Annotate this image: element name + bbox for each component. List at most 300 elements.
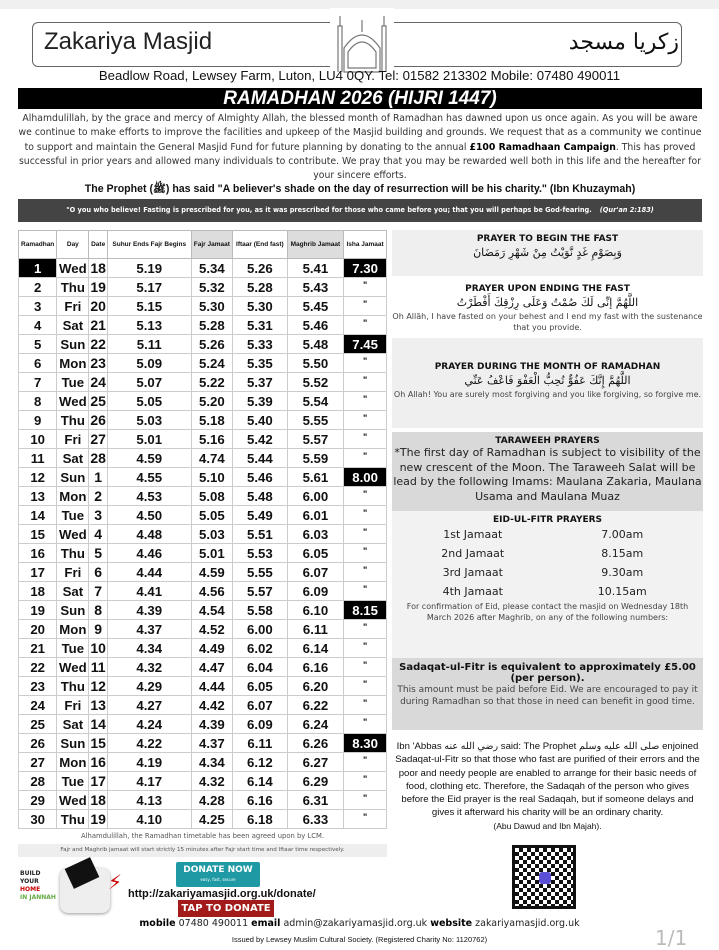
table-cell: 12: [19, 468, 57, 487]
table-cell: 18: [19, 582, 57, 601]
table-row: [19, 335, 387, 354]
table-cell: 18: [90, 260, 106, 276]
section-title: Sadaqat-ul-Fitr is equivalent to approximately £5.00 (per person).: [399, 662, 696, 684]
table-cell: 4.56: [191, 582, 233, 601]
table-cell: Wed: [57, 658, 89, 677]
arabic-dua: اللَّهُمَّ إِنَّكَ عَفُوٌّ تُحِبُّ الْعَفْوَ فَاعْفُ عَنِّي: [464, 374, 631, 387]
lightning-icon: ⚡: [108, 870, 123, 894]
table-cell: Thu: [57, 810, 89, 829]
table-cell: ": [344, 620, 387, 639]
table-cell: Tue: [57, 373, 89, 392]
section-title: PRAYER TO BEGIN THE FAST: [476, 234, 619, 244]
table-cell: 5.35: [233, 354, 288, 373]
campaign-name: £100 Ramadhaan Campaign: [469, 141, 616, 153]
table-cell: 4.29: [107, 677, 191, 696]
table-cell: 5.48: [233, 487, 288, 506]
table-cell: 7: [19, 373, 57, 392]
table-cell: 5.13: [107, 316, 191, 335]
table-cell: 10: [19, 430, 57, 449]
table-row: [19, 696, 387, 715]
table-cell: 4.44: [107, 563, 191, 582]
table-cell: 5.34: [191, 259, 233, 278]
table-cell: 4.47: [191, 658, 233, 677]
table-cell: 15: [19, 525, 57, 544]
table-cell: 6.11: [287, 620, 344, 639]
table-cell: 4.42: [191, 696, 233, 715]
table-cell: 4.22: [107, 734, 191, 753]
table-cell: 5.17: [107, 278, 191, 297]
jamaat-label: 2nd Jamaat: [441, 547, 505, 560]
table-cell: Sat: [57, 582, 89, 601]
table-row: [19, 297, 387, 316]
table-cell: 6.05: [287, 544, 344, 563]
table-cell: 23: [19, 677, 57, 696]
table-cell: 5: [89, 544, 108, 563]
table-cell: Fri: [57, 430, 89, 449]
arabic-dua: وَبِصَوْمِ غَدٍ نَّوَيْتُ مِنْ شَهْرِ رَمَضَانَ: [473, 246, 622, 259]
table-cell: 6: [19, 354, 57, 373]
table-cell: 6.10: [287, 601, 344, 620]
table-row: [19, 449, 387, 468]
table-cell: 5.20: [191, 392, 233, 411]
jamaat-note: Fajr and Maghrib jamaat will start strictly 15 minutes after Fajr start time and Iftaar time respectively.: [18, 844, 387, 857]
table-cell: 4.46: [107, 544, 191, 563]
table-cell: 6.11: [233, 734, 288, 753]
eid-jamaat-row: [398, 563, 697, 582]
table-cell: ": [344, 658, 387, 677]
table-cell: 5.01: [191, 544, 233, 563]
contact-line: mobile 07480 490011 email admin@zakariyamasjid.org.uk website zakariyamasjid.org.uk: [139, 918, 580, 929]
table-cell: 18: [90, 792, 106, 808]
table-cell: Sat: [57, 715, 89, 734]
table-cell: 5.41: [287, 259, 344, 278]
table-cell: ": [344, 677, 387, 696]
table-cell: Thu: [57, 677, 89, 696]
table-cell: Sat: [57, 316, 89, 335]
table-cell: 4.48: [107, 525, 191, 544]
table-cell: Fri: [57, 696, 89, 715]
table-cell: Sun: [57, 335, 89, 354]
column-header: Maghrib Jamaat: [287, 231, 344, 259]
table-cell: ": [344, 544, 387, 563]
table-cell: 21: [90, 317, 106, 333]
table-cell: 19: [19, 601, 57, 620]
table-cell: 7.30: [344, 259, 387, 278]
table-cell: Thu: [57, 278, 89, 297]
table-cell: 5.50: [287, 354, 344, 373]
table-cell: ": [344, 582, 387, 601]
table-cell: 8: [89, 601, 108, 620]
table-cell: ": [344, 316, 387, 335]
table-cell: 7.45: [344, 335, 387, 354]
table-cell: 6.09: [233, 715, 288, 734]
table-cell: 5: [19, 335, 57, 354]
table-cell: ": [344, 373, 387, 392]
table-cell: 6.07: [233, 696, 288, 715]
table-cell: Fri: [57, 297, 89, 316]
table-cell: 28: [90, 450, 106, 466]
table-cell: 5.24: [191, 354, 233, 373]
table-cell: 6.16: [233, 791, 288, 810]
table-cell: 20: [19, 620, 57, 639]
table-cell: 4.34: [191, 753, 233, 772]
table-cell: 8.30: [344, 734, 387, 753]
table-cell: 6.20: [287, 677, 344, 696]
table-cell: 5.30: [191, 297, 233, 316]
lcm-note: Alhamdulillah, the Ramadhan timetable has been agreed upon by LCM.: [80, 832, 324, 840]
table-cell: 4: [89, 525, 108, 544]
table-cell: 5.44: [233, 449, 288, 468]
table-cell: 6.22: [287, 696, 344, 715]
table-cell: 5.26: [191, 335, 233, 354]
begin-fast-section: [392, 230, 703, 276]
section-title: EID-UL-FITR PRAYERS: [492, 515, 603, 525]
table-cell: 4.28: [191, 791, 233, 810]
column-header: Ramadhan: [19, 231, 57, 259]
table-cell: 5.33: [233, 335, 288, 354]
table-cell: 5.31: [233, 316, 288, 335]
table-cell: Mon: [57, 620, 89, 639]
table-cell: 5.16: [191, 430, 233, 449]
masjid-name-arabic: زكريا مسجد: [568, 30, 679, 55]
table-cell: 4.39: [191, 715, 233, 734]
table-cell: 5.59: [287, 449, 344, 468]
table-cell: ": [344, 772, 387, 791]
table-cell: 3: [19, 297, 57, 316]
table-cell: 5.05: [191, 506, 233, 525]
table-cell: 6.27: [287, 753, 344, 772]
table-row: [19, 506, 387, 525]
table-row: [19, 772, 387, 791]
table-cell: 27: [90, 431, 106, 447]
table-row: [19, 544, 387, 563]
table-cell: 24: [90, 374, 106, 390]
taraweeh-text: *The first day of Ramadhan is subject to visibility of the new crescent of the Moon. The Taraweeh Salat will be lead by the following Imams: Maulana Zakaria, Maulana Usama and Maulana Muaz: [393, 446, 702, 503]
eid-jamaat-row: [398, 582, 697, 601]
table-cell: Sun: [57, 601, 89, 620]
table-row: [19, 354, 387, 373]
website-link[interactable]: zakariyamasjid.org.uk: [475, 918, 580, 929]
table-cell: 4.59: [107, 449, 191, 468]
table-cell: 4.39: [107, 601, 191, 620]
table-row: [19, 259, 387, 278]
table-cell: ": [344, 430, 387, 449]
table-cell: 17: [90, 773, 106, 789]
mobile-number: 07480 490011: [178, 918, 249, 929]
table-cell: 4.52: [191, 620, 233, 639]
table-cell: 5.30: [233, 297, 288, 316]
table-cell: 5.46: [233, 468, 288, 487]
column-header: Fajr Jamaat: [191, 231, 233, 259]
tap-to-donate-button[interactable]: TAP TO DONATE: [178, 900, 274, 917]
table-cell: 6.07: [287, 563, 344, 582]
table-row: [19, 810, 387, 829]
table-cell: 8.00: [344, 468, 387, 487]
table-cell: ": [344, 278, 387, 297]
table-cell: 11: [19, 449, 57, 468]
email-link[interactable]: admin@zakariyamasjid.org.uk: [283, 918, 428, 929]
table-cell: 6.00: [233, 620, 288, 639]
table-cell: 16: [19, 544, 57, 563]
table-cell: 5.28: [191, 316, 233, 335]
table-cell: 28: [19, 772, 57, 791]
table-cell: 6.18: [233, 810, 288, 829]
column-header: Isha Jamaat: [344, 231, 387, 259]
table-cell: Wed: [57, 392, 89, 411]
table-cell: 4.24: [107, 715, 191, 734]
table-cell: ": [344, 810, 387, 829]
donate-qr-code[interactable]: [512, 845, 576, 909]
table-cell: 4.32: [191, 772, 233, 791]
address: Beadlow Road, Lewsey Farm, Luton, LU4 0QY. Tel: 01582 213302 Mobile: 07480 490011: [98, 68, 621, 83]
issued-by: Issued by Lewsey Muslim Cultural Society. (Registered Charity No: 1120762): [231, 935, 488, 944]
table-row: [19, 487, 387, 506]
table-cell: ": [344, 354, 387, 373]
table-row: [19, 430, 387, 449]
table-row: [19, 373, 387, 392]
table-cell: 5.11: [107, 335, 191, 354]
table-cell: ": [344, 297, 387, 316]
section-title: TARAWEEH PRAYERS: [495, 436, 600, 446]
table-cell: 25: [90, 393, 106, 409]
table-cell: 5.22: [191, 373, 233, 392]
table-cell: 4.50: [107, 506, 191, 525]
table-cell: 14: [90, 716, 106, 732]
table-cell: Fri: [57, 563, 89, 582]
table-cell: Mon: [57, 354, 89, 373]
table-cell: Sat: [57, 449, 89, 468]
table-cell: 6.09: [287, 582, 344, 601]
table-cell: ": [344, 411, 387, 430]
intro-text-2: . This has proved successful in prior years and allowed many individuals to contribute. We pray that you may be rewarded well both in this life and the hereafter for your sincere efforts.: [18, 141, 702, 182]
table-cell: 5.18: [191, 411, 233, 430]
table-cell: ": [344, 506, 387, 525]
table-cell: ": [344, 753, 387, 772]
table-row: [19, 658, 387, 677]
table-cell: 5.48: [287, 335, 344, 354]
table-cell: 4.55: [107, 468, 191, 487]
table-cell: 17: [19, 563, 57, 582]
table-cell: 5.51: [233, 525, 288, 544]
table-row: [19, 278, 387, 297]
table-cell: 5.52: [287, 373, 344, 392]
table-cell: ": [344, 487, 387, 506]
hadith-quote: The Prophet (ﷺ) has said "A believer's shade on the day of resurrection will be his charity." (Ibn Khuzaymah): [84, 183, 636, 195]
table-cell: 4.17: [107, 772, 191, 791]
table-cell: 5.28: [233, 278, 288, 297]
table-cell: 16: [90, 754, 106, 770]
table-cell: 4.59: [191, 563, 233, 582]
sadaqat-text: This amount must be paid before Eid. We are encouraged to pay it during Ramadhan so that those in need can benefit in good time.: [397, 685, 698, 707]
table-cell: 6.02: [233, 639, 288, 658]
table-cell: 5.55: [233, 563, 288, 582]
table-cell: 6.00: [287, 487, 344, 506]
table-cell: 6.12: [233, 753, 288, 772]
table-row: [19, 316, 387, 335]
column-header: Iftaar (End fast): [233, 231, 288, 259]
table-row: [19, 677, 387, 696]
table-cell: 5.43: [287, 278, 344, 297]
jamaat-time: 7.00am: [601, 528, 644, 541]
table-cell: 20: [90, 298, 106, 314]
taraweeh-section: [392, 432, 703, 511]
table-cell: 4.10: [107, 810, 191, 829]
table-cell: 6.03: [287, 525, 344, 544]
table-cell: ": [344, 715, 387, 734]
table-cell: 5.37: [233, 373, 288, 392]
table-cell: 5.57: [233, 582, 288, 601]
table-cell: Thu: [57, 544, 89, 563]
table-cell: 5.61: [287, 468, 344, 487]
table-cell: 5.09: [107, 354, 191, 373]
table-cell: 24: [19, 696, 57, 715]
end-fast-section: [392, 280, 703, 336]
table-cell: 21: [19, 639, 57, 658]
table-cell: 5.55: [287, 411, 344, 430]
table-cell: 5.15: [107, 297, 191, 316]
table-cell: 6.14: [287, 639, 344, 658]
table-cell: 4.54: [191, 601, 233, 620]
table-row: [19, 525, 387, 544]
table-cell: 5.07: [107, 373, 191, 392]
table-cell: 6.14: [233, 772, 288, 791]
card-reader-image: [60, 868, 110, 913]
table-cell: 5.32: [191, 278, 233, 297]
table-cell: 5.40: [233, 411, 288, 430]
table-cell: 4.19: [107, 753, 191, 772]
table-cell: ": [344, 449, 387, 468]
table-cell: 10: [90, 640, 106, 656]
table-row: [19, 582, 387, 601]
table-cell: 6.24: [287, 715, 344, 734]
table-cell: 6.05: [233, 677, 288, 696]
table-cell: 22: [19, 658, 57, 677]
sadaqat-section: [392, 658, 703, 730]
table-cell: 6.29: [287, 772, 344, 791]
sadaqat-hadith: [392, 740, 703, 833]
table-cell: 13: [19, 487, 57, 506]
table-cell: 6.33: [287, 810, 344, 829]
table-cell: Mon: [57, 753, 89, 772]
table-cell: 19: [90, 279, 106, 295]
translation: Oh Allah! You are surely most forgiving and you like forgiving, so forgive me.: [393, 390, 702, 399]
donate-link[interactable]: http://zakariyamasjid.org.uk/donate/: [128, 888, 316, 900]
jamaat-label: 3rd Jamaat: [442, 566, 503, 579]
table-cell: 4.53: [107, 487, 191, 506]
table-cell: 9: [89, 620, 108, 639]
table-row: [19, 411, 387, 430]
table-cell: Sun: [57, 734, 89, 753]
translation: Oh Allāh, I have fasted on your behest and I end my fast with the sustenance that you provide.: [392, 312, 703, 332]
table-cell: 6.26: [287, 734, 344, 753]
table-cell: 4.34: [107, 639, 191, 658]
table-cell: 5.26: [233, 259, 288, 278]
table-cell: 7: [89, 582, 108, 601]
table-cell: Tue: [57, 639, 89, 658]
table-cell: 5.10: [191, 468, 233, 487]
table-cell: 1: [89, 468, 108, 487]
table-cell: 5.49: [233, 506, 288, 525]
table-cell: Sun: [57, 468, 89, 487]
table-cell: 4.27: [107, 696, 191, 715]
table-cell: ": [344, 392, 387, 411]
table-row: [19, 734, 387, 753]
table-cell: 5.45: [287, 297, 344, 316]
hadith-ref: (Abu Dawud and Ibn Majah).: [493, 820, 602, 831]
jamaat-time: 8.15am: [601, 547, 644, 560]
timetable: [18, 230, 387, 829]
table-cell: 6.04: [233, 658, 288, 677]
table-cell: 4.41: [107, 582, 191, 601]
table-cell: 1: [19, 259, 57, 278]
eid-note: For confirmation of Eid, please contact the masjid on Wednesday 18th March 2026 after Maghrib, on any of the following numbers:: [406, 602, 689, 622]
table-cell: 5.03: [191, 525, 233, 544]
build-home-badge: BUILD YOUR HOME IN JANNAH: [20, 870, 56, 901]
table-cell: 5.01: [107, 430, 191, 449]
table-cell: 5.08: [191, 487, 233, 506]
table-cell: 5.53: [233, 544, 288, 563]
table-cell: 2: [89, 487, 108, 506]
table-cell: ": [344, 563, 387, 582]
table-cell: 4.74: [191, 449, 233, 468]
table-cell: 6.01: [287, 506, 344, 525]
table-cell: Tue: [57, 772, 89, 791]
table-cell: 29: [19, 791, 57, 810]
quran-ref: (Qur'an 2:183): [599, 206, 654, 214]
table-cell: 25: [19, 715, 57, 734]
table-cell: 22: [90, 336, 106, 352]
table-cell: 19: [90, 811, 106, 827]
table-cell: 8: [19, 392, 57, 411]
table-cell: 30: [19, 810, 57, 829]
table-cell: 27: [19, 753, 57, 772]
masjid-name: Zakariya Masjid: [44, 28, 213, 55]
table-row: [19, 392, 387, 411]
hadith-text: Ibn 'Abbas رضي الله عنه said: The Prophet صلى الله عليه وسلم enjoined Sadaqat-ul-Fitr so that those who fast are purified of their errors and the poor and needy people are enabled to arrange for their basic needs of food, clothing etc. Therefore, the Sadaqah of the person who gives before the Eid prayer is the real Sadaqah, but if someone delays and gives it afterward his charity will be an ordinary charity.: [395, 741, 700, 819]
intro-text: Alhamdulillah, by the grace and mercy of Almighty Allah, the blessed month of Ramadhan has dawned upon us once again. As you will be aware we continue to make efforts to improve the facilities and upkeep of the Masjid building and grounds. We request that as a community we continue to support and maintain the General Masjid Fund for future planning by donating to the annual: [18, 113, 702, 153]
column-header: Day: [57, 231, 89, 259]
eid-section: [392, 511, 703, 658]
table-row: [19, 601, 387, 620]
table-row: [19, 753, 387, 772]
table-cell: Mon: [57, 487, 89, 506]
table-cell: 23: [90, 355, 106, 371]
table-cell: 3: [89, 506, 108, 525]
table-cell: ": [344, 696, 387, 715]
table-cell: 26: [19, 734, 57, 753]
table-cell: 4.37: [107, 620, 191, 639]
table-cell: 4: [19, 316, 57, 335]
eid-jamaat-row: [398, 544, 697, 563]
table-cell: Tue: [57, 506, 89, 525]
table-cell: 6.31: [287, 791, 344, 810]
jamaat-time: 10.15am: [597, 585, 647, 598]
quran-verse-bar: [18, 199, 702, 222]
table-cell: 5.54: [287, 392, 344, 411]
table-row: [19, 715, 387, 734]
jamaat-time: 9.30am: [601, 566, 644, 579]
page-number: 1/1: [655, 926, 688, 950]
table-cell: 4.37: [191, 734, 233, 753]
table-cell: 4.49: [191, 639, 233, 658]
jamaat-label: 1st Jamaat: [443, 528, 503, 541]
table-cell: 4.13: [107, 791, 191, 810]
table-cell: ": [344, 791, 387, 810]
donate-now-button[interactable]: DONATE NOW easy, fast, secure: [176, 862, 260, 887]
table-row: [19, 639, 387, 658]
masjid-logo: [330, 8, 394, 74]
section-title: PRAYER DURING THE MONTH OF RAMADHAN: [434, 362, 661, 372]
